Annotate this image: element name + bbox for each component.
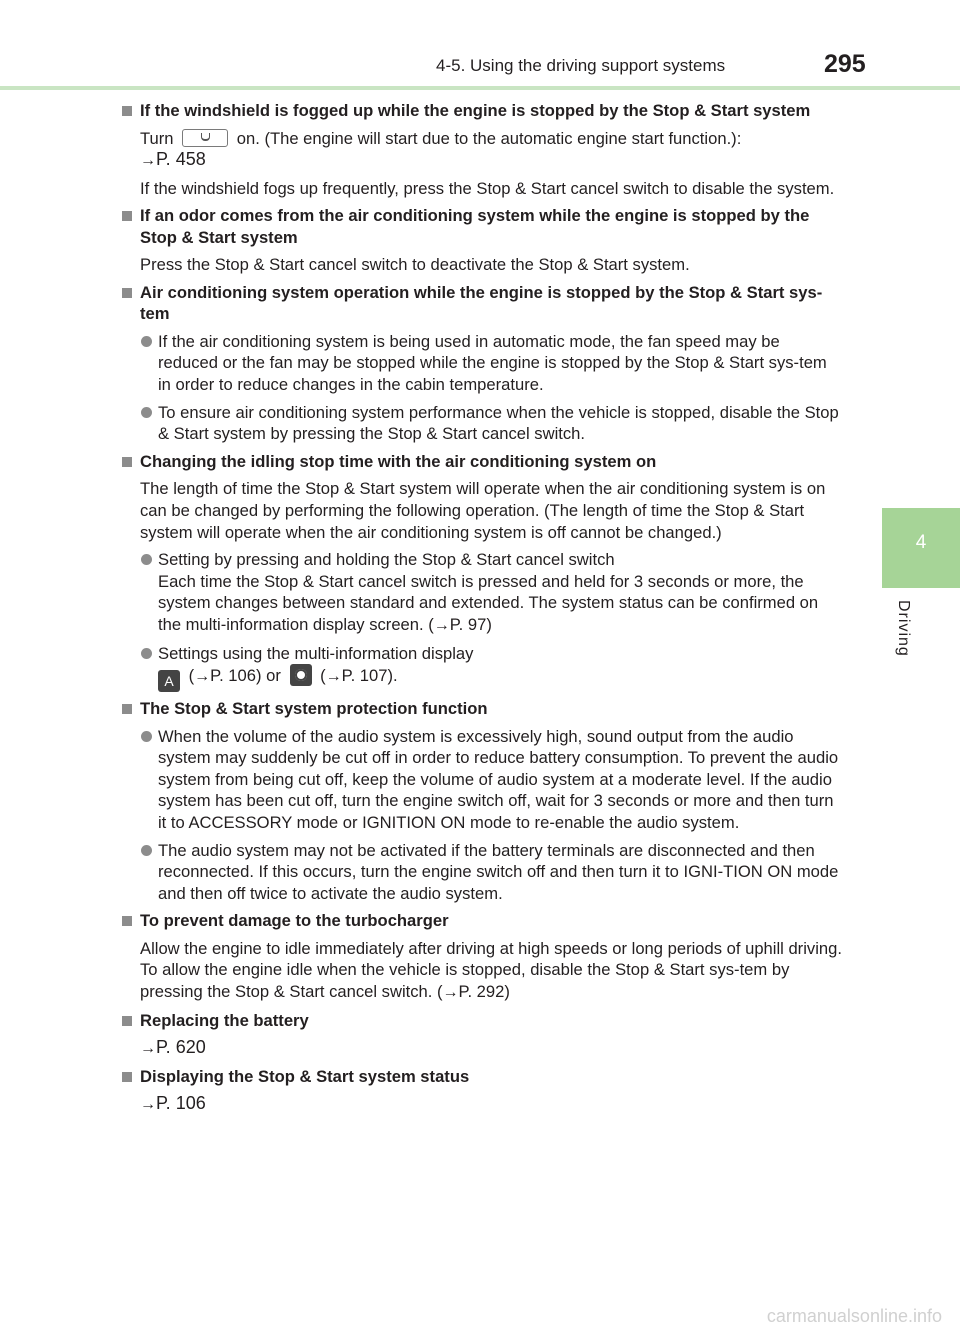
display-settings-icon: A xyxy=(158,670,180,692)
section-heading: To prevent damage to the turbocharger xyxy=(122,910,842,932)
page-header xyxy=(0,0,960,92)
paragraph xyxy=(122,1037,842,1060)
arrow-icon: → xyxy=(325,668,342,686)
list-item: The audio system may not be activated if the battery terminals are disconnected and then reconnected. If this occurs, turn the engine switch off and then turn it to IGNI-TION ON mode and then off twice to activate the audio system. xyxy=(122,840,842,905)
gear-icon xyxy=(290,664,312,686)
arrow-icon: → xyxy=(442,984,459,1002)
section-ac-operation xyxy=(122,282,842,445)
section-protection-function xyxy=(122,698,842,904)
section-heading: Air conditioning system operation while the engine is stopped by the Stop & Start sys-tem xyxy=(122,282,842,325)
paragraph: Allow the engine to idle immediately after driving at high speeds or long periods of uphill driving. To allow the engine idle when the vehicle is stopped, disable the Stop & Start sys-tem by pressing the Stop & Start cancel switch. (→P. 292) xyxy=(140,938,842,1002)
windshield-defogger-button-icon xyxy=(182,129,228,147)
page-reference: P. 292) xyxy=(458,982,510,1002)
page-reference: P. 106) or xyxy=(210,666,281,686)
square-bullet-icon xyxy=(122,1016,132,1026)
paragraph: Turn on. (The engine will start due to the automatic engine start function.): →P. 458 xyxy=(140,128,742,170)
square-bullet-icon xyxy=(122,916,132,926)
page-reference: P. 458 xyxy=(156,149,206,170)
watermark: carmanualsonline.info xyxy=(766,1306,942,1326)
list-item: Setting by pressing and holding the Stop & Start cancel switch Each time the Stop & Start cancel switch is pressed and held for 3 seconds or more, the system changes between standard and extended. The system status can be confirmed on the multi-information display screen. (→P. 97) xyxy=(122,549,842,636)
arrow-icon: → xyxy=(194,668,211,686)
bullet-dot-icon xyxy=(141,648,152,659)
paragraph: The length of time the Stop & Start system will operate when the air conditioning system is on can be changed by performing the following operation. (The length of time the Stop & Start system will operate when the air conditioning system is off cannot be changed.) xyxy=(140,479,826,542)
list-item: If the air conditioning system is being used in automatic mode, the fan speed may be reduced or the fan may be stopped while the engine is stopped by the Stop & Start sys-tem in order to reduce changes in the cabin temperature. xyxy=(122,331,842,396)
section-heading: Displaying the Stop & Start system status xyxy=(122,1066,842,1088)
page-reference: P. 107). xyxy=(341,666,398,686)
page-reference: P. 106 xyxy=(156,1093,206,1114)
section-system-status xyxy=(122,1066,842,1116)
page-number: 295 xyxy=(824,50,866,78)
arrow-icon: → xyxy=(140,1096,156,1114)
chapter-tab xyxy=(882,508,960,588)
section-windshield-fog xyxy=(122,100,842,199)
square-bullet-icon xyxy=(122,211,132,221)
section-title: 4-5. Using the driving support systems xyxy=(436,56,726,75)
page-content xyxy=(122,100,842,1122)
square-bullet-icon xyxy=(122,1072,132,1082)
page-reference: P. 620 xyxy=(156,1037,206,1058)
section-heading: The Stop & Start system protection function xyxy=(122,698,842,720)
section-turbocharger xyxy=(122,910,842,1003)
square-bullet-icon xyxy=(122,106,132,116)
bullet-dot-icon xyxy=(141,731,152,742)
page-reference: P. 97) xyxy=(449,614,492,634)
section-heading: Replacing the battery xyxy=(122,1010,842,1032)
list-item: When the volume of the audio system is excessively high, sound output from the audio system may suddenly be cut off in order to reduce battery consumption. To prevent the audio system from being cut off, keep the volume of audio system at a moderate level. If the audio system has been cut off, turn the engine switch off, wait for 3 seconds or more and then turn it to ACCESSORY mode or IGNITION ON mode to re-enable the audio system. xyxy=(122,726,842,834)
paragraph: If the windshield fogs up frequently, press the Stop & Start cancel switch to disable the system. xyxy=(140,178,835,198)
square-bullet-icon xyxy=(122,704,132,714)
paragraph xyxy=(122,1093,842,1116)
bullet-dot-icon xyxy=(141,845,152,856)
arrow-icon: → xyxy=(140,1040,156,1058)
chapter-number: 4 xyxy=(915,532,927,553)
section-heading: Changing the idling stop time with the air conditioning system on xyxy=(122,451,842,473)
bullet-dot-icon xyxy=(141,554,152,565)
bullet-dot-icon xyxy=(141,407,152,418)
section-heading: If an odor comes from the air conditioning system while the engine is stopped by the Stop & Start system xyxy=(122,205,842,248)
bullet-dot-icon xyxy=(141,336,152,347)
chapter-label: Driving xyxy=(895,600,912,657)
section-heading: If the windshield is fogged up while the engine is stopped by the Stop & Start system xyxy=(122,100,842,122)
section-odor xyxy=(122,205,842,276)
list-item: To ensure air conditioning system performance when the vehicle is stopped, disable the Stop & Start system by pressing the Stop & Start cancel switch. xyxy=(122,402,842,445)
square-bullet-icon xyxy=(122,457,132,467)
header-rule xyxy=(0,86,960,90)
arrow-icon: → xyxy=(433,616,450,634)
arrow-icon: → xyxy=(140,152,156,170)
square-bullet-icon xyxy=(122,288,132,298)
section-idling-stop-time xyxy=(122,451,842,692)
paragraph: Press the Stop & Start cancel switch to deactivate the Stop & Start system. xyxy=(140,255,690,275)
section-replacing-battery xyxy=(122,1010,842,1060)
list-item: Settings using the multi-information display A (→P. 106) or (→P. 107). xyxy=(122,643,842,693)
